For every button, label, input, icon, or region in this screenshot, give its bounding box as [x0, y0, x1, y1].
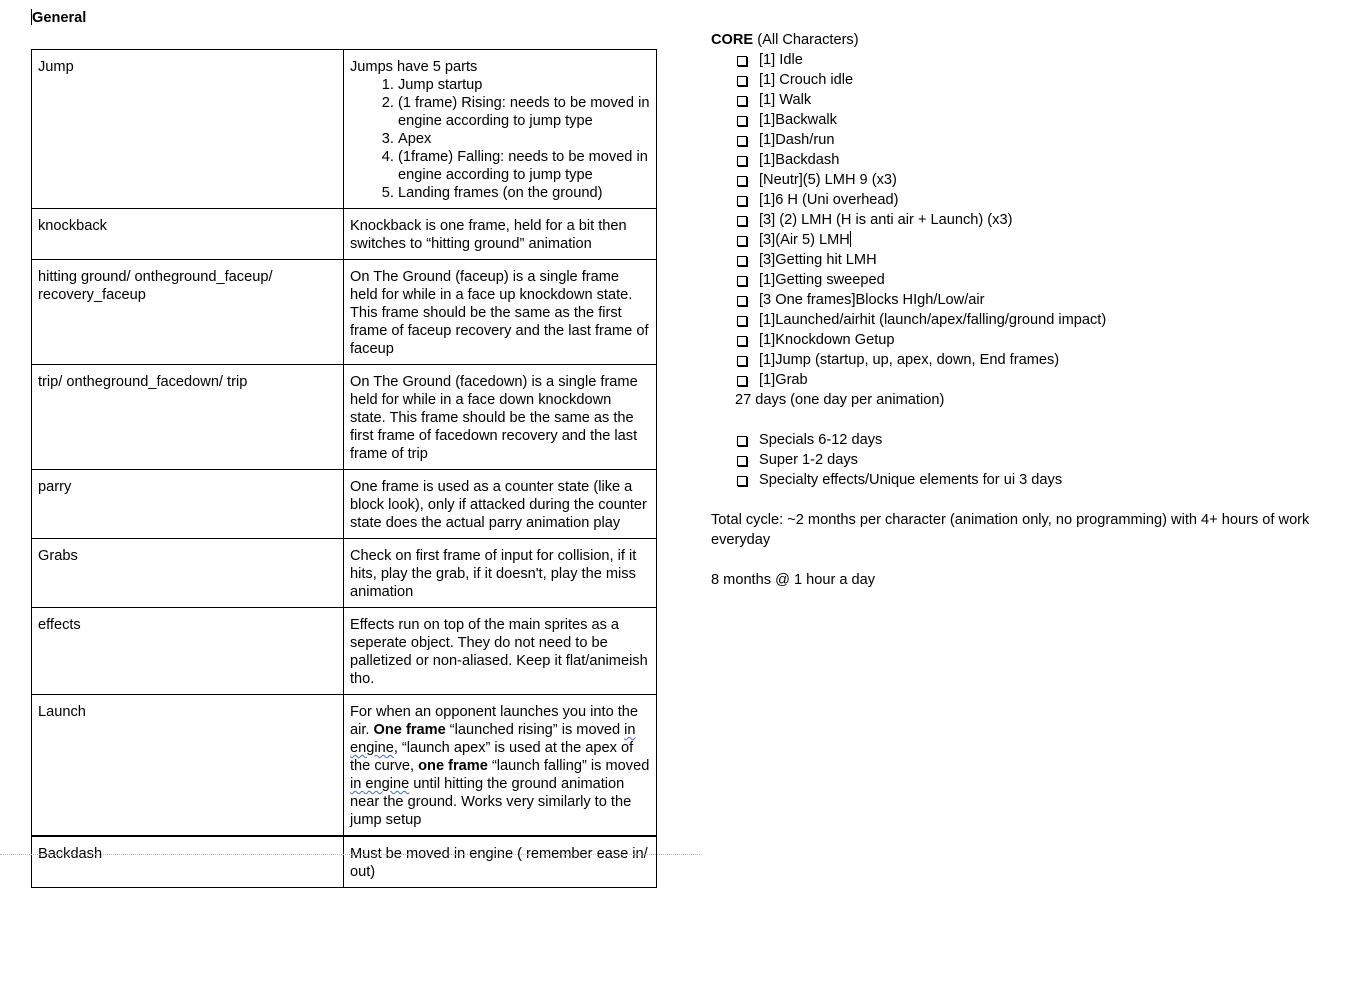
table-row — [32, 365, 657, 470]
checkbox-icon[interactable] — [737, 316, 747, 326]
table-row — [32, 50, 657, 209]
spellcheck-underline[interactable]: in engine — [350, 722, 636, 756]
row-description: For when an opponent launches you into the air. One frame “launched rising” is moved in engine, “launch apex” is used at the apex of the curve, one frame “launch falling” is moved in engine until hitting the ground animation near the ground. Works very similarly to the jump setup — [344, 695, 657, 837]
row-description: On The Ground (facedown) is a single frame held for while in a face down knockdown state. This frame should be the same as the first frame of facedown recovery and the last frame of trip — [344, 365, 657, 470]
checkbox-icon[interactable] — [737, 96, 747, 106]
row-name: Jump — [32, 50, 344, 209]
row-description: Must be moved in engine ( remember ease in/ out) — [344, 836, 657, 888]
checkbox-icon[interactable] — [737, 356, 747, 366]
checkbox-icon[interactable] — [737, 376, 747, 386]
table-row — [32, 209, 657, 260]
checklist-item[interactable]: [1]Knockdown Getup — [735, 330, 1341, 350]
checklist-item[interactable]: [3 One frames]Blocks HIgh/Low/air — [735, 290, 1341, 310]
checklist-item[interactable]: Specialty effects/Unique elements for ui 3 days — [735, 470, 1341, 490]
checkbox-icon[interactable] — [737, 456, 747, 466]
list-item: 1. Jump startup — [398, 76, 650, 94]
jump-parts-list — [350, 76, 650, 202]
list-item: 2. (1 frame) Rising: needs to be moved in engine according to jump type — [398, 94, 650, 130]
table-row — [32, 470, 657, 539]
table-row — [32, 260, 657, 365]
row-description — [344, 50, 657, 209]
animation-table — [31, 49, 657, 888]
checklist-item[interactable]: [1] Crouch idle — [735, 70, 1341, 90]
bold-text: one frame — [418, 758, 488, 774]
table-row — [32, 695, 657, 837]
checkbox-icon[interactable] — [737, 276, 747, 286]
checkbox-icon[interactable] — [737, 76, 747, 86]
row-name: effects — [32, 608, 344, 695]
checklist-item[interactable]: [3](Air 5) LMH — [735, 230, 1341, 250]
estimate: 8 months @ 1 hour a day — [711, 572, 876, 588]
checkbox-icon[interactable] — [737, 436, 747, 446]
checkbox-icon[interactable] — [737, 156, 747, 166]
checkbox-icon[interactable] — [737, 196, 747, 206]
total-days: 27 days (one day per animation) — [735, 392, 945, 408]
checklist-item[interactable]: [1]Backdash — [735, 150, 1341, 170]
table-row — [32, 539, 657, 608]
bold-text: One frame — [373, 722, 446, 738]
table-row — [32, 608, 657, 695]
checkbox-icon[interactable] — [737, 56, 747, 66]
checklist-item[interactable]: [1]Jump (startup, up, apex, down, End frames) — [735, 350, 1341, 370]
core-checklist — [711, 50, 1341, 390]
jump-intro: Jumps have 5 parts — [350, 59, 478, 75]
checklist-item[interactable]: [Neutr](5) LMH 9 (x3) — [735, 170, 1341, 190]
checklist-item[interactable]: [1]Launched/airhit (launch/apex/falling/ground impact) — [735, 310, 1341, 330]
row-name: trip/ ontheground_facedown/ trip — [32, 365, 344, 470]
checklist-item[interactable]: [1]Getting sweeped — [735, 270, 1341, 290]
core-section — [711, 30, 1341, 590]
checklist-item[interactable]: [3] (2) LMH (H is anti air + Launch) (x3) — [735, 210, 1341, 230]
checkbox-icon[interactable] — [737, 296, 747, 306]
row-description: Effects run on top of the main sprites as a seperate object. They do not need to be palletized or non-aliased. Keep it flat/animeish tho. — [344, 608, 657, 695]
checklist-item[interactable]: [1]Dash/run — [735, 130, 1341, 150]
list-item: 4. (1frame) Falling: needs to be moved in engine according to jump type — [398, 148, 650, 184]
checklist-item[interactable]: [1]Backwalk — [735, 110, 1341, 130]
row-name: Launch — [32, 695, 344, 837]
row-description: On The Ground (faceup) is a single frame held for while in a face up knockdown state. This frame should be the same as the first frame of faceup recovery and the last frame of faceup — [344, 260, 657, 365]
page-break — [0, 854, 700, 855]
list-item: 3. Apex — [398, 130, 650, 148]
checkbox-icon[interactable] — [737, 236, 747, 246]
list-item: 5. Landing frames (on the ground) — [398, 184, 650, 202]
row-name: knockback — [32, 209, 344, 260]
checklist-item[interactable]: Specials 6-12 days — [735, 430, 1341, 450]
row-description: Check on first frame of input for collision, if it hits, play the grab, if it doesn't, play the miss animation — [344, 539, 657, 608]
checklist-item[interactable]: [3]Getting hit LMH — [735, 250, 1341, 270]
row-name: Grabs — [32, 539, 344, 608]
spellcheck-underline[interactable]: in engine — [350, 776, 410, 792]
checklist-item[interactable]: Super 1-2 days — [735, 450, 1341, 470]
checklist-item[interactable]: [1]6 H (Uni overhead) — [735, 190, 1341, 210]
row-name: parry — [32, 470, 344, 539]
row-name: hitting ground/ ontheground_faceup/ recovery_faceup — [32, 260, 344, 365]
extras-checklist — [711, 430, 1341, 490]
row-name: Backdash — [32, 836, 344, 888]
checklist-item[interactable]: [1]Grab — [735, 370, 1341, 390]
checkbox-icon[interactable] — [737, 116, 747, 126]
checklist-item[interactable]: [1] Idle — [735, 50, 1341, 70]
checkbox-icon[interactable] — [737, 336, 747, 346]
core-heading: CORE (All Characters) — [711, 32, 859, 48]
section-title: General — [32, 10, 87, 26]
total-cycle: Total cycle: ~2 months per character (animation only, no programming) with 4+ hours of work everyday — [711, 512, 1310, 548]
checkbox-icon[interactable] — [737, 216, 747, 226]
checklist-item[interactable]: [1] Walk — [735, 90, 1341, 110]
checkbox-icon[interactable] — [737, 176, 747, 186]
table-row — [32, 836, 657, 888]
row-description: One frame is used as a counter state (like a block look), only if attacked during the counter state does the actual parry animation play — [344, 470, 657, 539]
text-cursor — [850, 231, 851, 247]
checkbox-icon[interactable] — [737, 256, 747, 266]
checkbox-icon[interactable] — [737, 476, 747, 486]
checkbox-icon[interactable] — [737, 136, 747, 146]
row-description: Knockback is one frame, held for a bit then switches to “hitting ground” animation — [344, 209, 657, 260]
